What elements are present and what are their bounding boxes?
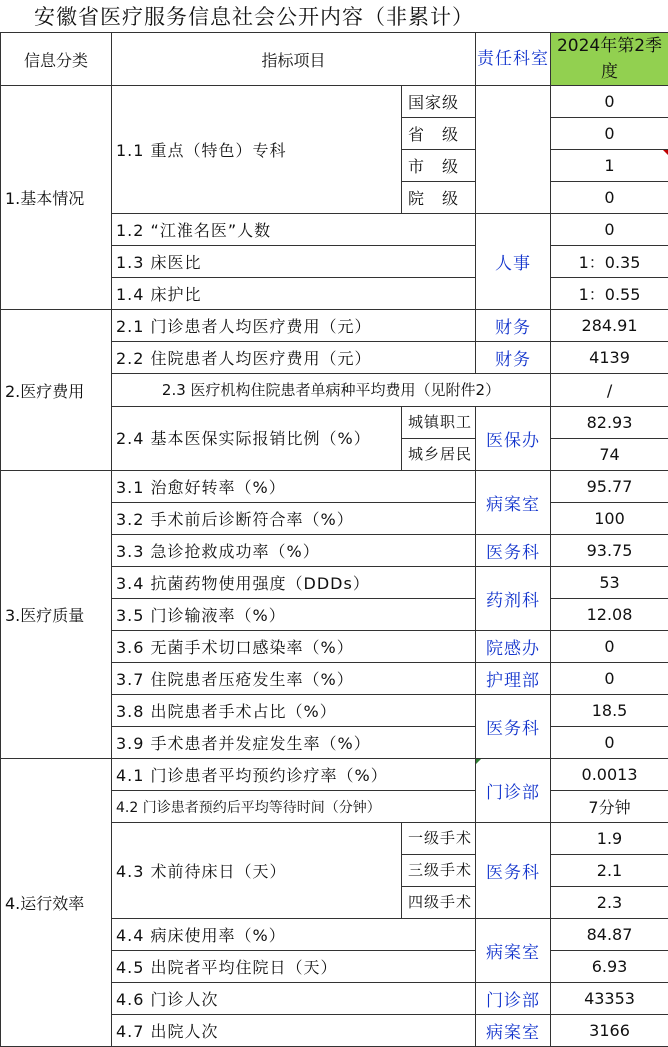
- value-cell: 93.75: [551, 535, 668, 567]
- indicator-4-6: 4.6 门诊人次: [112, 983, 476, 1015]
- dept-bingan: 病案室: [476, 919, 551, 983]
- indicator-3-1: 3.1 治愈好转率（%）: [112, 471, 476, 503]
- value-cell: 2.3: [551, 887, 668, 919]
- value-cell: 0: [551, 214, 668, 246]
- table-row: [1, 759, 668, 791]
- indicator-1-2: 1.2 “江淮名医”人数: [112, 214, 476, 246]
- header-dept: 责任科室: [476, 33, 551, 86]
- value-cell: 3166: [551, 1015, 668, 1047]
- indicator-3-4: 3.4 抗菌药物使用强度（DDDs）: [112, 567, 476, 599]
- value-cell: 95.77: [551, 471, 668, 503]
- indicator-2-2: 2.2 住院患者人均医疗费用（元）: [112, 342, 476, 374]
- section-efficiency: 4.运行效率: [1, 759, 112, 1047]
- indicator-2-4: 2.4 基本医保实际报销比例（%）: [112, 407, 402, 471]
- dept-renshi: 人事: [476, 214, 551, 310]
- indicator-1-3: 1.3 床医比: [112, 246, 476, 278]
- value-cell: 0.0013: [551, 759, 668, 791]
- value-cell: 4139: [551, 342, 668, 374]
- table-header-row: [1, 33, 668, 86]
- dept-yiwu: 医务科: [476, 695, 551, 759]
- value-cell: 1：0.55: [551, 278, 668, 310]
- indicator-3-6: 3.6 无菌手术切口感染率（%）: [112, 631, 476, 663]
- header-period: 2024年第2季度: [551, 33, 668, 86]
- value-cell: 7分钟: [551, 791, 668, 823]
- dept-caiwu: 财务: [476, 310, 551, 342]
- dept-bingan: 病案室: [476, 1015, 551, 1047]
- section-cost: 2.医疗费用: [1, 310, 112, 471]
- dept-yiwu: 医务科: [476, 535, 551, 567]
- dept-caiwu: 财务: [476, 342, 551, 374]
- indicator-2-3: 2.3 医疗机构住院患者单病种平均费用（见附件2）: [112, 374, 551, 407]
- value-cell: 84.87: [551, 919, 668, 951]
- indicator-2-1: 2.1 门诊患者人均医疗费用（元）: [112, 310, 476, 342]
- value-cell: 82.93: [551, 407, 668, 439]
- value-cell: 0: [551, 118, 668, 150]
- value-cell: 0: [551, 182, 668, 214]
- value-cell: 284.91: [551, 310, 668, 342]
- sub-insurance-rural: 城乡居民: [402, 439, 476, 471]
- dept-empty: [476, 86, 551, 214]
- indicator-4-5: 4.5 出院者平均住院日（天）: [112, 951, 476, 983]
- dept-menzhen: [476, 759, 551, 823]
- indicator-1-4: 1.4 床护比: [112, 278, 476, 310]
- table-row: [1, 86, 668, 118]
- value-cell: 6.93: [551, 951, 668, 983]
- value-cell: 0: [551, 727, 668, 759]
- value-cell: 100: [551, 503, 668, 535]
- dept-text: 门诊部: [486, 783, 540, 803]
- sub-level-hospital: 院 级: [402, 182, 476, 214]
- value-cell: 1.9: [551, 823, 668, 855]
- value-cell: [551, 150, 668, 182]
- header-indicator: 指标项目: [112, 33, 476, 86]
- indicator-4-2: 4.2 门诊患者预约后平均等待时间（分钟）: [112, 791, 476, 823]
- value-cell: 74: [551, 439, 668, 471]
- comment-marker-icon[interactable]: [663, 150, 668, 155]
- table-row: [1, 310, 668, 342]
- value-cell: 0: [551, 631, 668, 663]
- value-cell: 43353: [551, 983, 668, 1015]
- sub-level-national: 国家级: [402, 86, 476, 118]
- dept-bingan: 病案室: [476, 471, 551, 535]
- sub-surgery-level-3: 三级手术: [402, 855, 476, 887]
- dept-yiwu: 医务科: [476, 823, 551, 919]
- info-table: [0, 32, 668, 1047]
- dept-menzhen: 门诊部: [476, 983, 551, 1015]
- page-title: 安徽省医疗服务信息社会公开内容（非累计）: [0, 0, 668, 32]
- indicator-3-5: 3.5 门诊输液率（%）: [112, 599, 476, 631]
- indicator-4-1: 4.1 门诊患者平均预约诊疗率（%）: [112, 759, 476, 791]
- indicator-3-7: 3.7 住院患者压疮发生率（%）: [112, 663, 476, 695]
- indicator-3-2: 3.2 手术前后诊断符合率（%）: [112, 503, 476, 535]
- section-basic: 1.基本情况: [1, 86, 112, 310]
- sub-surgery-level-4: 四级手术: [402, 887, 476, 919]
- indicator-4-4: 4.4 病床使用率（%）: [112, 919, 476, 951]
- dept-huli: 护理部: [476, 663, 551, 695]
- indicator-3-3: 3.3 急诊抢救成功率（%）: [112, 535, 476, 567]
- value-text: 1: [604, 156, 614, 175]
- dept-yuangan: 院感办: [476, 631, 551, 663]
- value-cell: 1：0.35: [551, 246, 668, 278]
- sub-level-city: 市 级: [402, 150, 476, 182]
- value-cell: 53: [551, 567, 668, 599]
- indicator-4-7: 4.7 出院人次: [112, 1015, 476, 1047]
- value-cell: /: [551, 374, 668, 407]
- value-cell: 12.08: [551, 599, 668, 631]
- dept-yibao: 医保办: [476, 407, 551, 471]
- sub-insurance-urban: 城镇职工: [402, 407, 476, 439]
- indicator-3-8: 3.8 出院患者手术占比（%）: [112, 695, 476, 727]
- indicator-4-3: 4.3 术前待床日（天）: [112, 823, 402, 919]
- value-cell: 0: [551, 86, 668, 118]
- value-cell: 2.1: [551, 855, 668, 887]
- section-quality: 3.医疗质量: [1, 471, 112, 759]
- header-category: 信息分类: [1, 33, 112, 86]
- sub-level-province: 省 级: [402, 118, 476, 150]
- sub-surgery-level-1: 一级手术: [402, 823, 476, 855]
- indicator-1-1: 1.1 重点（特色）专科: [112, 86, 402, 214]
- dept-yaoji: 药剂科: [476, 567, 551, 631]
- value-cell: 18.5: [551, 695, 668, 727]
- indicator-3-9: 3.9 手术患者并发症发生率（%）: [112, 727, 476, 759]
- value-cell: 0: [551, 663, 668, 695]
- comment-marker-icon[interactable]: [476, 759, 481, 764]
- table-row: [1, 471, 668, 503]
